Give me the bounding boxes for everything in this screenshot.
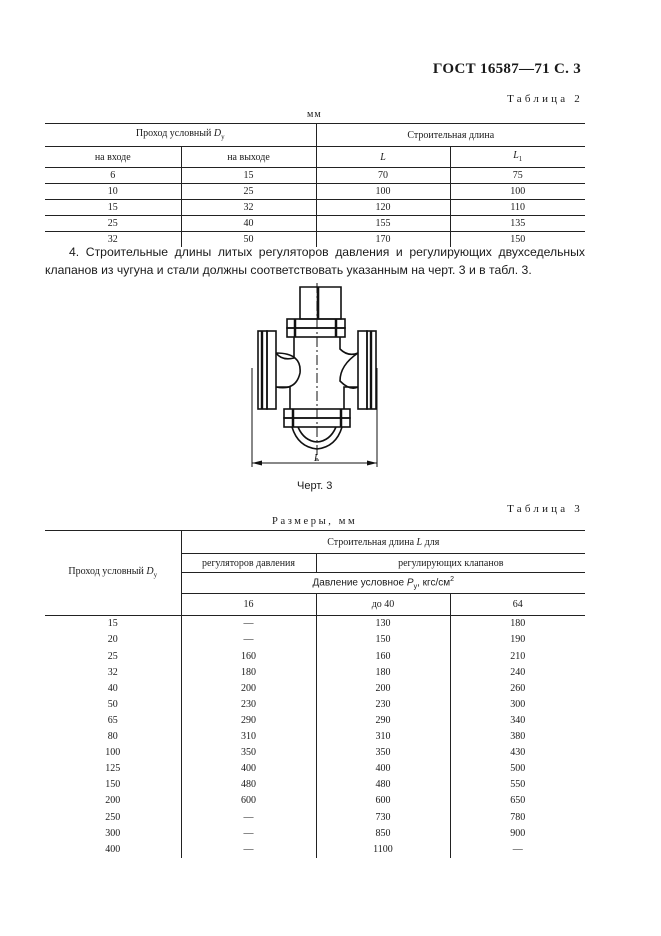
- table3-cell: 430: [450, 745, 585, 761]
- table3-cell: —: [450, 842, 585, 858]
- table2-cell: 32: [181, 200, 316, 216]
- table3-cell: 1100: [316, 842, 450, 858]
- table3-cell: 80: [45, 729, 181, 745]
- table3-cell: 200: [316, 681, 450, 697]
- table2-group-length: Строительная длина: [316, 124, 585, 147]
- table3-cell: 850: [316, 826, 450, 842]
- table3-col-p64: 64: [450, 594, 585, 616]
- table2-col-L: L: [316, 147, 450, 168]
- table3-cell: 180: [450, 616, 585, 633]
- table3-cell: 300: [450, 697, 585, 713]
- table3-cell: 210: [450, 649, 585, 665]
- table2-cell: 15: [181, 168, 316, 184]
- table2-group-passage: Проход условный $D_у$: [45, 124, 316, 147]
- table2-cell: 50: [181, 232, 316, 248]
- table3-cell: 230: [316, 697, 450, 713]
- table3-cell: 180: [181, 665, 316, 681]
- table3-cell: 350: [316, 745, 450, 761]
- table3-cell: 500: [450, 761, 585, 777]
- table3-cell: 290: [181, 713, 316, 729]
- table2-cell: 170: [316, 232, 450, 248]
- table3-cell: —: [181, 632, 316, 648]
- table3-cell: 600: [181, 793, 316, 809]
- table3-cell: 400: [316, 761, 450, 777]
- table3-cell: 730: [316, 809, 450, 825]
- table3-cell: 550: [450, 777, 585, 793]
- table3-cell: 200: [45, 793, 181, 809]
- table3-cell: —: [181, 842, 316, 858]
- table2-units: мм: [307, 109, 322, 120]
- table2-cell: 40: [181, 216, 316, 232]
- table3-cell: 250: [45, 809, 181, 825]
- table3-col-p40: до 40: [316, 594, 450, 616]
- table3-cell: 15: [45, 616, 181, 633]
- table3-cell: 160: [181, 649, 316, 665]
- table3-group-length: Строительная длина L для: [181, 531, 585, 554]
- table3-col-p16: 16: [181, 594, 316, 616]
- table2-cell: 70: [316, 168, 450, 184]
- table3-cell: 600: [316, 793, 450, 809]
- table3-cell: 160: [316, 649, 450, 665]
- table2-label: Таблица 2: [507, 93, 583, 105]
- table3-cell: 380: [450, 729, 585, 745]
- table3-cell: 400: [45, 842, 181, 858]
- table3-cell: 780: [450, 809, 585, 825]
- table2-cell: 32: [45, 232, 181, 248]
- table2-cell: 15: [45, 200, 181, 216]
- table3-cell: 32: [45, 665, 181, 681]
- figure-caption: Черт. 3: [297, 480, 333, 492]
- table2-header-row: [45, 124, 585, 147]
- table2-cell: 155: [316, 216, 450, 232]
- table3-label: Таблица 3: [507, 503, 583, 515]
- table3-cell: —: [181, 616, 316, 633]
- table2-cell: 135: [450, 216, 585, 232]
- table2: [45, 123, 585, 247]
- table3-header-row-1: [45, 531, 585, 554]
- table3-cell: 310: [181, 729, 316, 745]
- table2-col-out: на выходе: [181, 147, 316, 168]
- table2-cell: 120: [316, 200, 450, 216]
- table3-sub-valves: регулирующих клапанов: [316, 554, 585, 573]
- table2-col-L1: $L_1$: [450, 147, 585, 168]
- table3-cell: 400: [181, 761, 316, 777]
- table3-cell: 310: [316, 729, 450, 745]
- table3-cell: 350: [181, 745, 316, 761]
- table3-cell: 480: [181, 777, 316, 793]
- table2-subheader-row: [45, 147, 585, 168]
- table3-cell: 180: [316, 665, 450, 681]
- table2-col-in: на входе: [45, 147, 181, 168]
- table2-cell: 100: [450, 184, 585, 200]
- clause-4-paragraph: 4. Строительные длины литых регуляторов давления и регулирующих двухседельных клапанов из чугуна и стали должны соответствовать указанным на черт. 3 и в табл. 3.: [45, 245, 585, 277]
- table2-cell: 150: [450, 232, 585, 248]
- table3-cell: 300: [45, 826, 181, 842]
- table3-cell: 240: [450, 665, 585, 681]
- table3-pressure: Давление условное $P_у$, кгс/$см^2$: [181, 573, 585, 594]
- table3-col-passage: Проход условный $D_у$: [45, 531, 181, 616]
- table3-cell: 20: [45, 632, 181, 648]
- table3-cell: 230: [181, 697, 316, 713]
- valve-drawing: [240, 283, 390, 473]
- table3-cell: 340: [450, 713, 585, 729]
- table3-cell: 900: [450, 826, 585, 842]
- table2-cell: 6: [45, 168, 181, 184]
- table3-cell: 125: [45, 761, 181, 777]
- table3: [45, 530, 585, 858]
- table3-cell: 40: [45, 681, 181, 697]
- table3-cell: —: [181, 809, 316, 825]
- table3-units: Размеры, мм: [272, 516, 358, 527]
- table3-cell: 150: [316, 632, 450, 648]
- table3-cell: 260: [450, 681, 585, 697]
- table3-cell: —: [181, 826, 316, 842]
- table2-cell: 75: [450, 168, 585, 184]
- table3-cell: 290: [316, 713, 450, 729]
- table3-cell: 100: [45, 745, 181, 761]
- table3-cell: 65: [45, 713, 181, 729]
- table3-cell: 50: [45, 697, 181, 713]
- table3-cell: 200: [181, 681, 316, 697]
- table3-cell: 190: [450, 632, 585, 648]
- table2-cell: 110: [450, 200, 585, 216]
- table2-cell: 25: [181, 184, 316, 200]
- dimension-label-L: L: [314, 453, 320, 464]
- table3-cell: 650: [450, 793, 585, 809]
- table3-sub-regulators: регуляторов давления: [181, 554, 316, 573]
- table3-cell: 130: [316, 616, 450, 633]
- table3-cell: 480: [316, 777, 450, 793]
- table2-cell: 10: [45, 184, 181, 200]
- table2-cell: 25: [45, 216, 181, 232]
- table3-cell: 25: [45, 649, 181, 665]
- page-header: ГОСТ 16587—71 С. 3: [432, 61, 581, 77]
- table2-cell: 100: [316, 184, 450, 200]
- table3-cell: 150: [45, 777, 181, 793]
